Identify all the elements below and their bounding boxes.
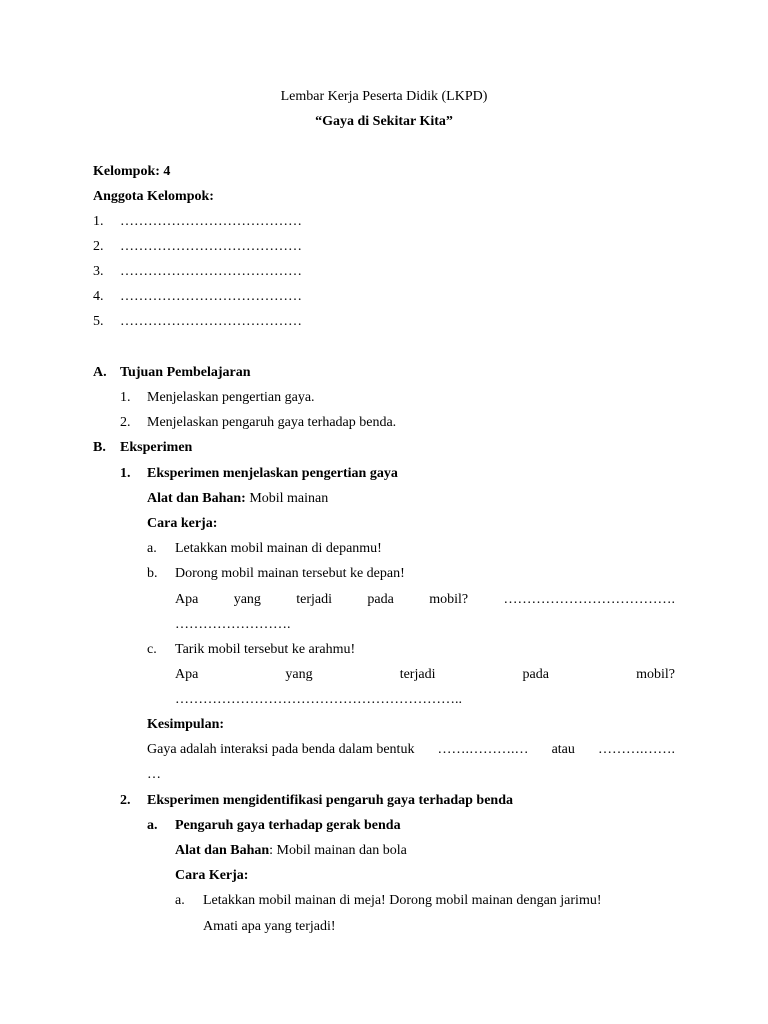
question-word: yang	[285, 667, 313, 682]
step-letter: c.	[147, 642, 157, 657]
member-number: 5.	[93, 314, 104, 329]
answer-blank: …	[147, 767, 161, 782]
experiment-1-tools	[147, 490, 328, 508]
group-label: Kelompok: 4	[93, 164, 171, 179]
experiment-1-number: 1.	[120, 466, 131, 481]
sub-experiment-letter: a.	[147, 818, 158, 833]
member-number: 2.	[93, 239, 104, 254]
section-b-letter: B.	[93, 440, 106, 455]
member-number: 4.	[93, 289, 104, 304]
step-text: Letakkan mobil mainan di meja! Dorong mobil mainan dengan jarimu!	[203, 893, 602, 908]
step-letter: b.	[147, 566, 158, 581]
step-letter: a.	[175, 893, 185, 908]
answer-blank: ……….…….	[597, 742, 675, 757]
member-blank: …………………………………	[120, 289, 302, 304]
member-blank: …………………………………	[120, 264, 302, 279]
experiment-1-method-label: Cara kerja:	[147, 516, 218, 531]
conclusion-sentence	[147, 741, 675, 759]
conclusion-text: atau	[551, 742, 575, 757]
section-b-heading: Eksperimen	[120, 440, 193, 455]
objective-number: 1.	[120, 390, 131, 405]
member-blank: …………………………………	[120, 314, 302, 329]
objective-text: Menjelaskan pengaruh gaya terhadap benda.	[147, 415, 397, 430]
question-word: Apa	[175, 592, 199, 607]
tools-label: Alat dan Bahan	[175, 843, 270, 858]
step-text: Letakkan mobil mainan di depanmu!	[175, 541, 382, 556]
objective-number: 2.	[120, 415, 131, 430]
experiment-1-title: Eksperimen menjelaskan pengertian gaya	[147, 466, 398, 481]
question-word: terjadi	[296, 592, 333, 607]
member-number: 3.	[93, 264, 104, 279]
step-letter: a.	[147, 541, 157, 556]
conclusion-text: Gaya adalah interaksi pada benda dalam bentuk	[147, 742, 415, 757]
tools-value: : Mobil mainan dan bola	[269, 843, 407, 858]
question-word: yang	[233, 592, 261, 607]
step-text: Amati apa yang terjadi!	[203, 919, 336, 934]
members-label: Anggota Kelompok:	[93, 189, 214, 204]
conclusion-label: Kesimpulan:	[147, 717, 225, 732]
sub-experiment-title: Pengaruh gaya terhadap gerak benda	[175, 818, 401, 833]
section-a-letter: A.	[93, 365, 107, 380]
document-subtitle: “Gaya di Sekitar Kita”	[315, 114, 453, 129]
step-text: Tarik mobil tersebut ke arahmu!	[175, 642, 356, 657]
document-title: Lembar Kerja Peserta Didik (LKPD)	[280, 89, 488, 104]
question-word: pada	[367, 592, 394, 607]
answer-blank: …….……….…	[437, 742, 529, 757]
step-c-question	[175, 666, 675, 684]
question-word: terjadi	[399, 667, 436, 682]
answer-blank: ……………………………….	[503, 592, 675, 607]
question-word: mobil?	[636, 667, 675, 682]
member-blank: …………………………………	[120, 239, 302, 254]
member-number: 1.	[93, 214, 104, 229]
member-blank: …………………………………	[120, 214, 302, 229]
experiment-2-number: 2.	[120, 793, 131, 808]
experiment-2-method-label: Cara Kerja:	[175, 868, 249, 883]
tools-label: Alat dan Bahan:	[147, 491, 246, 506]
objective-text: Menjelaskan pengertian gaya.	[147, 390, 315, 405]
question-word: mobil?	[429, 592, 469, 607]
step-b-question	[175, 591, 675, 609]
question-word: pada	[522, 667, 549, 682]
section-a-heading: Tujuan Pembelajaran	[120, 365, 251, 380]
question-word: Apa	[175, 667, 199, 682]
experiment-2-title: Eksperimen mengidentifikasi pengaruh gaya terhadap benda	[147, 793, 513, 808]
tools-value: Mobil mainan	[245, 491, 329, 506]
answer-blank: …………………….	[175, 617, 291, 632]
step-text: Dorong mobil mainan tersebut ke depan!	[175, 566, 405, 581]
answer-blank: ……………………………………………………..	[175, 692, 462, 707]
experiment-2-tools	[175, 842, 407, 860]
